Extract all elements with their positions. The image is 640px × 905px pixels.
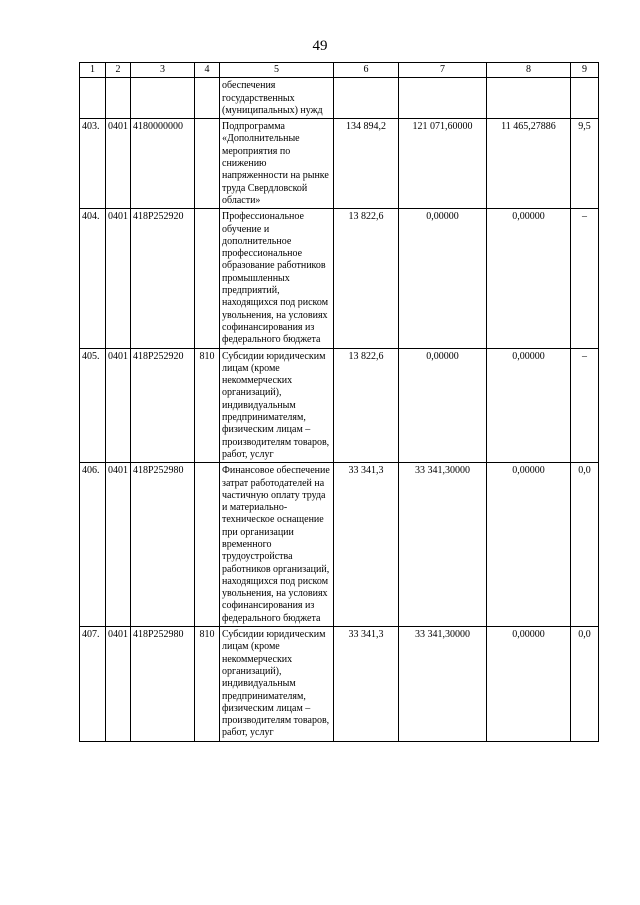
table-row <box>80 209 599 348</box>
percent-col9: – <box>571 348 599 463</box>
expense-type-code <box>195 463 220 627</box>
amount-col7: 33 341,30000 <box>399 627 487 742</box>
item-name: Субсидии юридическим лицам (кроме некоммерческих организаций), индивидуальным предпринимателям, физическим лицам – производителям товаров, работ, услуг <box>220 348 334 463</box>
column-header: 7 <box>399 63 487 78</box>
section-code <box>106 78 131 119</box>
item-name: Субсидии юридическим лицам (кроме некоммерческих организаций), индивидуальным предпринимателям, физическим лицам – производителям товаров, работ, услуг <box>220 627 334 742</box>
amount-col7: 0,00000 <box>399 209 487 348</box>
amount-col7: 0,00000 <box>399 348 487 463</box>
amount-col6: 134 894,2 <box>334 119 399 209</box>
amount-col8: 0,00000 <box>487 463 571 627</box>
percent-col9: – <box>571 209 599 348</box>
row-number: 405. <box>80 348 106 463</box>
amount-col6 <box>334 78 399 119</box>
amount-col8: 0,00000 <box>487 627 571 742</box>
column-header: 9 <box>571 63 599 78</box>
amount-col6: 33 341,3 <box>334 463 399 627</box>
table-row <box>80 627 599 742</box>
expense-type-code <box>195 209 220 348</box>
amount-col6: 13 822,6 <box>334 348 399 463</box>
column-header: 4 <box>195 63 220 78</box>
target-article-code: 418P252920 <box>131 348 195 463</box>
row-number: 406. <box>80 463 106 627</box>
item-name: обеспечения государственных (муниципальных) нужд <box>220 78 334 119</box>
percent-col9: 9,5 <box>571 119 599 209</box>
table-row <box>80 78 599 119</box>
amount-col8: 11 465,27886 <box>487 119 571 209</box>
amount-col7: 33 341,30000 <box>399 463 487 627</box>
expense-type-code <box>195 119 220 209</box>
table-header-row <box>80 63 599 78</box>
column-header: 1 <box>80 63 106 78</box>
amount-col7: 121 071,60000 <box>399 119 487 209</box>
column-header: 8 <box>487 63 571 78</box>
column-header: 3 <box>131 63 195 78</box>
page-number: 49 <box>312 38 328 54</box>
item-name: Подпрограмма «Дополнительные мероприятия по снижению напряженности на рынке труда Свердловской области» <box>220 119 334 209</box>
target-article-code <box>131 78 195 119</box>
target-article-code: 418P252980 <box>131 627 195 742</box>
expense-type-code: 810 <box>195 348 220 463</box>
section-code: 0401 <box>106 463 131 627</box>
item-name: Финансовое обеспечение затрат работодателей на частичную оплату труда и материально-техническое оснащение при организации временного трудоустройства работников организаций, находящихся под риском увольнения, на условиях софинансирования из федерального бюджета <box>220 463 334 627</box>
expense-type-code <box>195 78 220 119</box>
column-header: 2 <box>106 63 131 78</box>
row-number: 403. <box>80 119 106 209</box>
section-code: 0401 <box>106 209 131 348</box>
row-number: 404. <box>80 209 106 348</box>
percent-col9: 0,0 <box>571 463 599 627</box>
target-article-code: 418P252920 <box>131 209 195 348</box>
target-article-code: 418P252980 <box>131 463 195 627</box>
target-article-code: 4180000000 <box>131 119 195 209</box>
expense-type-code: 810 <box>195 627 220 742</box>
percent-col9 <box>571 78 599 119</box>
section-code: 0401 <box>106 627 131 742</box>
column-header: 5 <box>220 63 334 78</box>
amount-col8 <box>487 78 571 119</box>
item-name: Профессиональное обучение и дополнительное профессиональное образование работников промышленных предприятий, находящихся под риском увольнения, на условиях софинансирования из федерального бюджета <box>220 209 334 348</box>
amount-col8: 0,00000 <box>487 209 571 348</box>
table-row <box>80 463 599 627</box>
column-header: 6 <box>334 63 399 78</box>
budget-table <box>79 62 599 742</box>
row-number: 407. <box>80 627 106 742</box>
row-number <box>80 78 106 119</box>
section-code: 0401 <box>106 119 131 209</box>
amount-col7 <box>399 78 487 119</box>
table-row <box>80 119 599 209</box>
amount-col6: 33 341,3 <box>334 627 399 742</box>
table-row <box>80 348 599 463</box>
amount-col8: 0,00000 <box>487 348 571 463</box>
percent-col9: 0,0 <box>571 627 599 742</box>
amount-col6: 13 822,6 <box>334 209 399 348</box>
section-code: 0401 <box>106 348 131 463</box>
